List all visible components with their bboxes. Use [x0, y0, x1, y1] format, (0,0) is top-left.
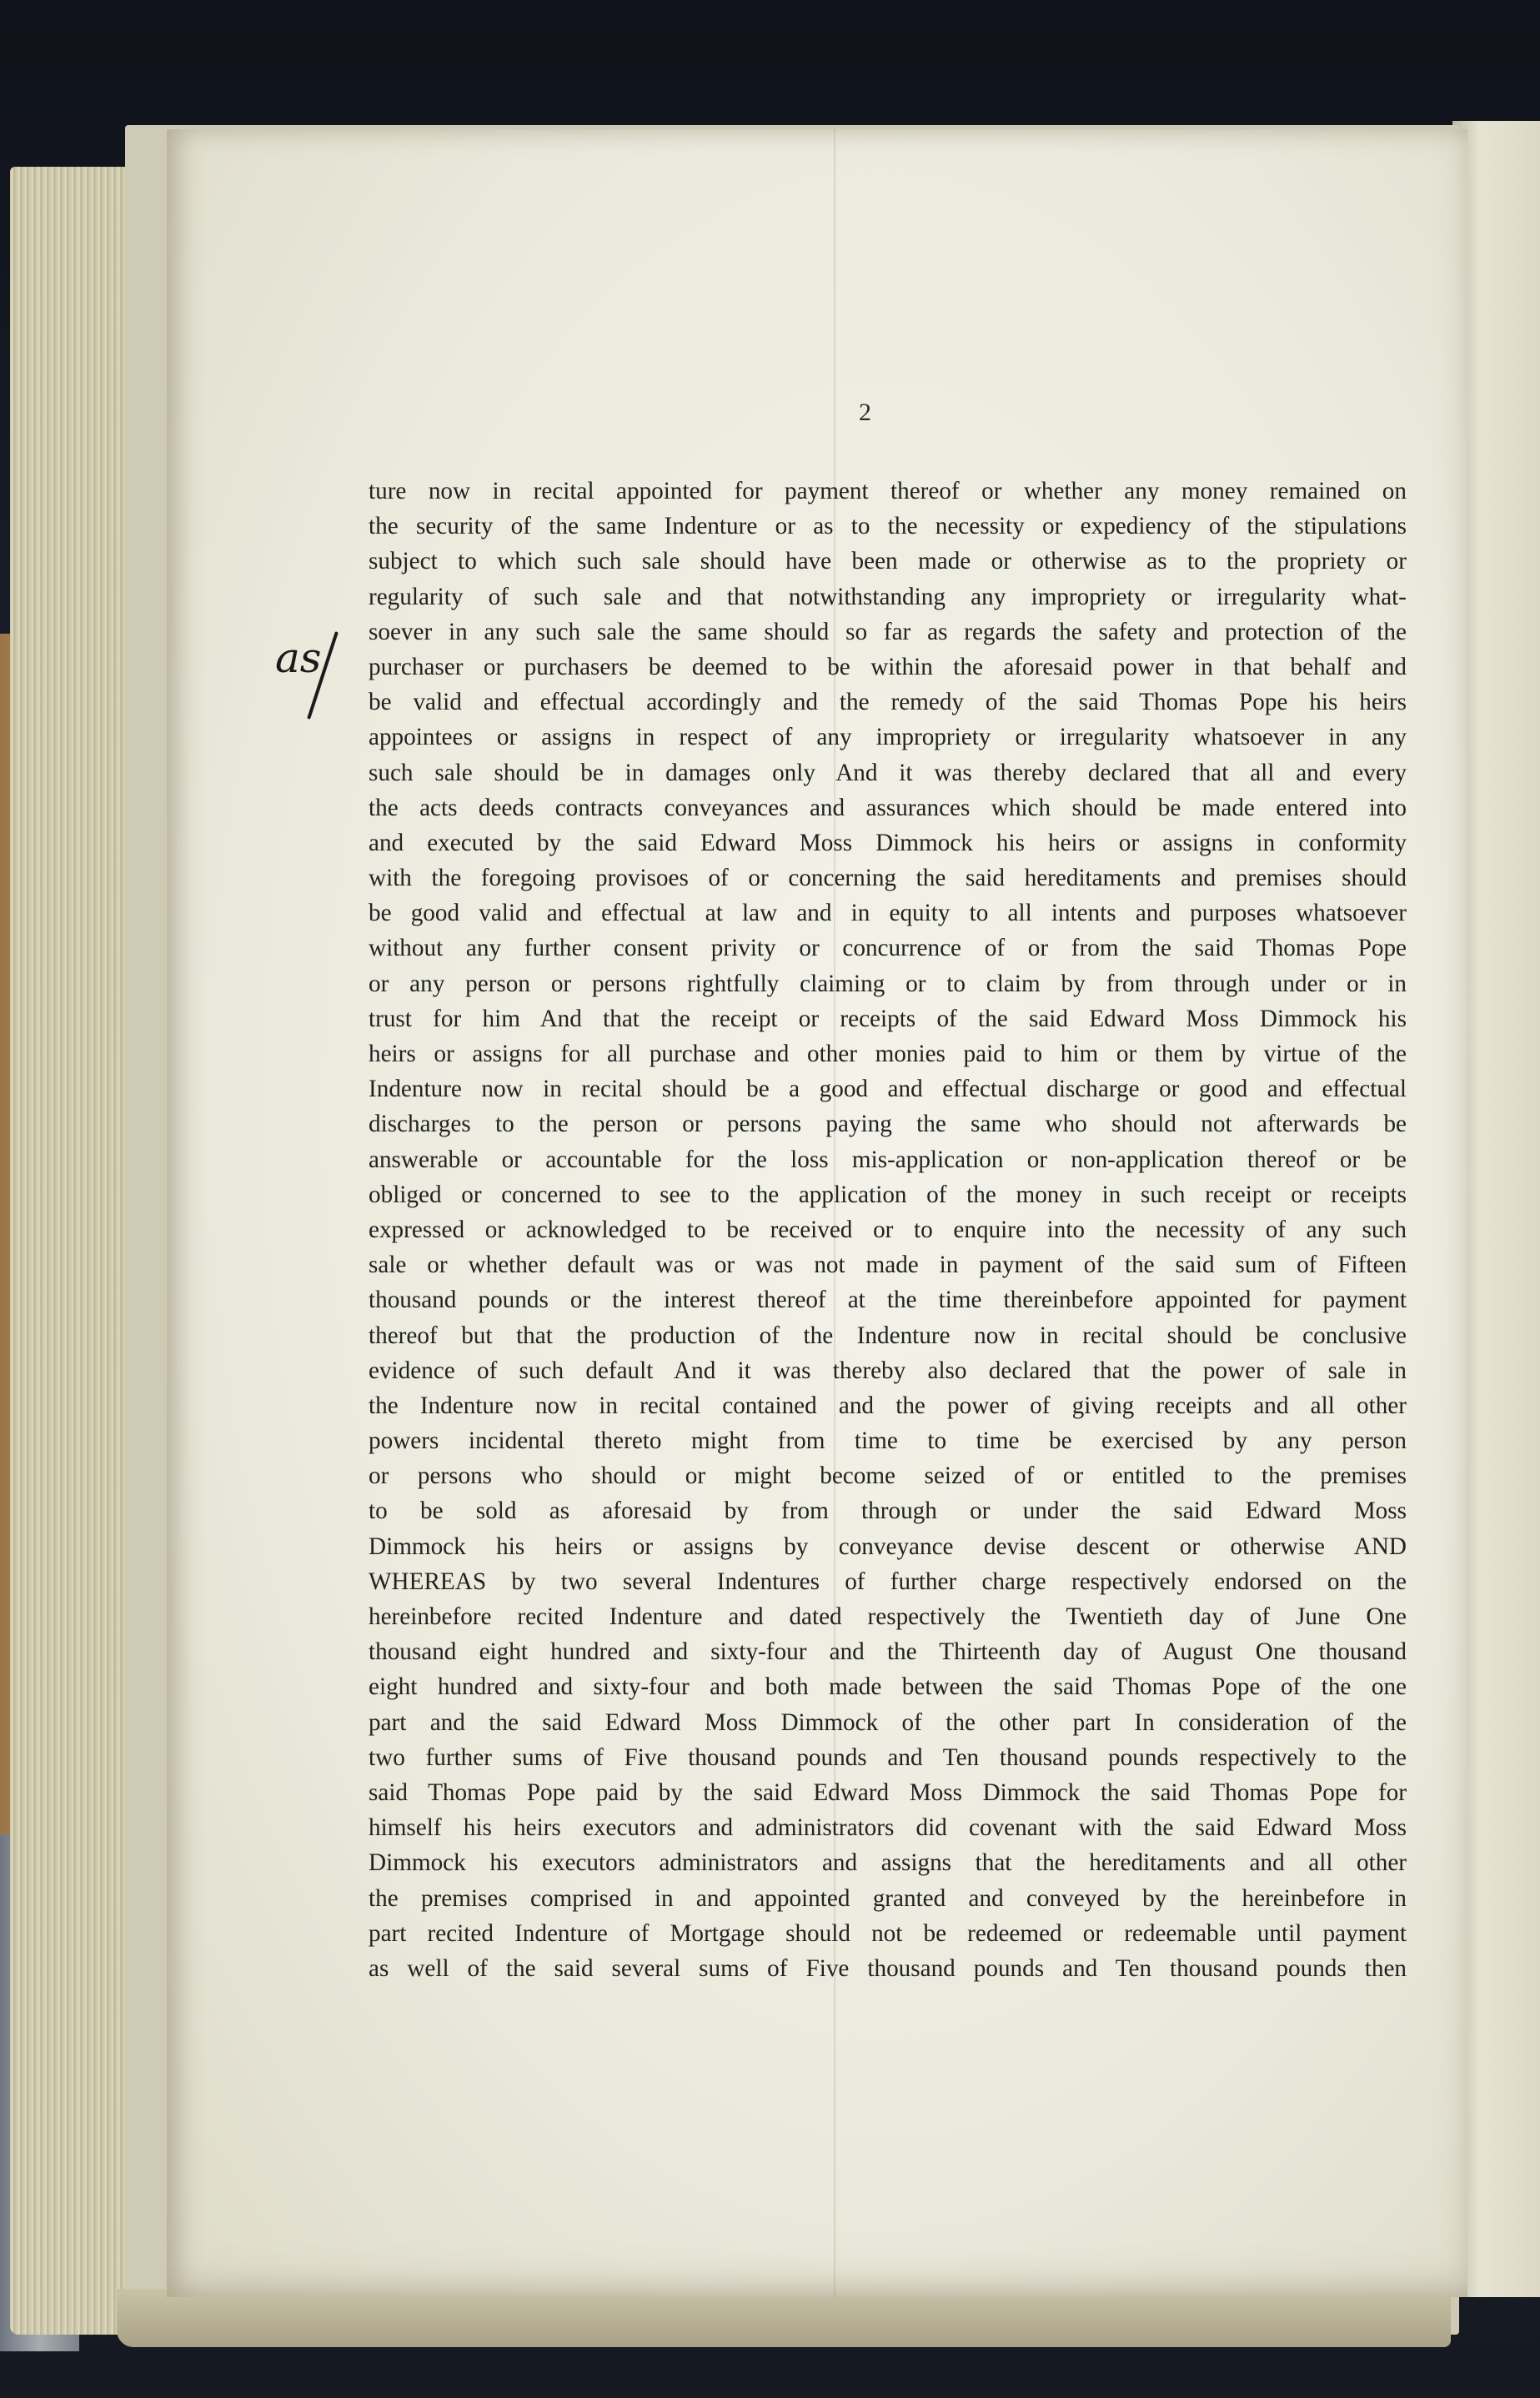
text-line: the acts deeds contracts conveyances and assurances which should be made entered into [369, 794, 1407, 821]
text-line: said Thomas Pope paid by the said Edward Moss Dimmock the said Thomas Pope for [369, 1778, 1407, 1806]
text-line: expressed or acknowledged to be received or to enquire into the necessity of any such [369, 1216, 1407, 1243]
page-bottom-edge [117, 2289, 1451, 2347]
text-line: sale or whether default was or was not made in payment of the said sum of Fifteen [369, 1252, 1407, 1279]
text-line: soever in any such sale the same should so far as regards the safety and protection of the [369, 618, 1407, 645]
text-line: ture now in recital appointed for payment thereof or whether any money remained on [369, 478, 1407, 504]
text-line: the security of the same Indenture or as to the necessity or expediency of the stipulations [369, 513, 1407, 540]
text-line: eight hundred and sixty-four and both made between the said Thomas Pope of the one [369, 1673, 1407, 1701]
body-text [369, 474, 1407, 1986]
text-line: discharges to the person or persons paying the same who should not afterwards be [369, 1111, 1407, 1138]
text-line: thousand eight hundred and sixty-four and the Thirteenth day of August One thousand [369, 1638, 1407, 1666]
text-line: answerable or accountable for the loss mis-application or non-application thereof or be [369, 1146, 1407, 1173]
text-line: part and the said Edward Moss Dimmock of the other part In consideration of the [369, 1708, 1407, 1736]
text-line: powers incidental thereto might from time to time be exercised by any person [369, 1427, 1407, 1455]
text-line: the Indenture now in recital contained and the power of giving receipts and all other [369, 1392, 1407, 1419]
text-line: to be sold as aforesaid by from through or under the said Edward Moss [369, 1497, 1407, 1525]
text-line: obliged or concerned to see to the application of the money in such receipt or receipts [369, 1181, 1407, 1208]
text-line: Dimmock his heirs or assigns by conveyance devise descent or otherwise AND [369, 1533, 1407, 1560]
text-line: evidence of such default And it was thereby also declared that the power of sale in [369, 1357, 1407, 1384]
text-line: or persons who should or might become seized of or entitled to the premises [369, 1462, 1407, 1490]
text-line: and executed by the said Edward Moss Dimmock his heirs or assigns in conformity [369, 829, 1407, 856]
text-line: be valid and effectual accordingly and the remedy of the said Thomas Pope his heirs [369, 689, 1407, 716]
text-line: Dimmock his executors administrators and assigns that the hereditaments and all other [369, 1849, 1407, 1877]
text-line: hereinbefore recited Indenture and dated respectively the Twentieth day of June One [369, 1603, 1407, 1630]
margin-annotation: as [275, 634, 322, 682]
text-line: appointees or assigns in respect of any impropriety or irregularity whatsoever in any [369, 724, 1407, 751]
text-line: Indenture now in recital should be a good and effectual discharge or good and effectual [369, 1076, 1407, 1103]
text-line: without any further consent privity or concurrence of or from the said Thomas Pope [369, 935, 1407, 962]
text-line: purchaser or purchasers be deemed to be within the aforesaid power in that behalf and [369, 653, 1407, 680]
text-line: thereof but that the production of the Indenture now in recital should be conclusive [369, 1322, 1407, 1349]
text-line: such sale should be in damages only And it was thereby declared that all and every [369, 759, 1407, 786]
text-line: with the foregoing provisoes of or concerning the said hereditaments and premises should [369, 865, 1407, 892]
text-line: thousand pounds or the interest thereof at the time thereinbefore appointed for payment [369, 1287, 1407, 1314]
text-line: WHEREAS by two several Indentures of further charge respectively endorsed on the [369, 1568, 1407, 1595]
page-number: 2 [859, 399, 871, 426]
text-line: or any person or persons rightfully claiming or to claim by from through under or in [369, 970, 1407, 997]
text-line: heirs or assigns for all purchase and other monies paid to him or them by virtue of the [369, 1041, 1407, 1067]
text-line: regularity of such sale and that notwithstanding any impropriety or irregularity what- [369, 583, 1407, 610]
text-line: two further sums of Five thousand pounds and Ten thousand pounds respectively to the [369, 1743, 1407, 1771]
text-line: be good valid and effectual at law and in equity to all intents and purposes whatsoever [369, 900, 1407, 927]
text-line: the premises comprised in and appointed granted and conveyed by the hereinbefore in [369, 1884, 1407, 1912]
text-line: subject to which such sale should have been made or otherwise as to the propriety or [369, 548, 1407, 575]
text-line: part recited Indenture of Mortgage should not be redeemed or redeemable until payment [369, 1919, 1407, 1947]
text-line: as well of the said several sums of Five thousand pounds and Ten thousand pounds then [369, 1954, 1407, 1982]
text-line: himself his heirs executors and administrators did covenant with the said Edward Moss [369, 1814, 1407, 1842]
text-line: trust for him And that the receipt or receipts of the said Edward Moss Dimmock his [369, 1005, 1407, 1032]
